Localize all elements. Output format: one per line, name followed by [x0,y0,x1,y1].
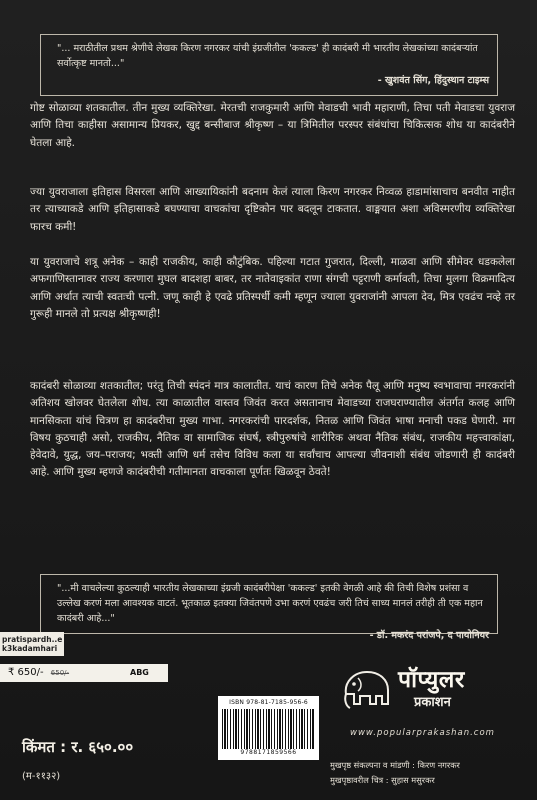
price-sticker-price: ₹ 650/- [8,667,44,678]
synopsis-paragraph-3: या युवराजाचे शत्रू अनेक – काही राजकीय, काही कौटुंबिक. पहिल्या गटात गुजरात, दिल्ली, माळवा आणि सीमेवर धडकलेला अफगाणिस्तानावर राज्य करणारा मुघल बादशहा बाबर, तर नातेवाइकांत राणा संगची पट्टराणी कर्मावती, तिचा मुलगा विक्रमादित्य आणि अर्थात त्याची स्वतःची पत्नी. जणू काही हे एवढे प्रतिस्पर्धी कमी म्हणून ज्याला युवराजांनी आपला देव, मित्र एवढंच नव्हे तर गुरूही मानले तो प्रत्यक्ष श्रीकृष्णही! [30,256,515,320]
synopsis-paragraph-2: ज्या युवराजाला इतिहास विसरला आणि आख्यायिकांनी बदनाम केलं त्याला किरण नगरकर निव्वळ हाडामांसाचाच बनवीत नाहीत तर त्याच्याकडे आणि इतिहासाकडे बघण्याचा वाचकांचा दृष्टिकोन पार बदलून टाकतात. वाङ्मयात अशा अविस्मरणीय व्यक्तिरेखा फारच कमी! [30,186,515,233]
isbn-barcode [218,696,319,760]
printed-price: किंमत : र. ६५०.०० [22,738,134,756]
barcode-icon [222,709,315,749]
review-quote-top-attribution: - खुशवंत सिंग, हिंदुस्थान टाइम्स [377,75,489,86]
review-quote-bottom [40,574,498,641]
publisher-brand: पॉप्युलर [398,667,465,693]
price-sticker-old-price: 650/- [50,669,70,677]
library-sticker-line-2: k3kadamhari [2,644,58,653]
barcode-number: 9788171859566 [240,749,297,756]
price-sticker-code: ABG [130,668,149,677]
synopsis-paragraph-1: गोष्ट सोळाव्या शतकातील. तीन मुख्य व्यक्तिरेखा. मेरतची राजकुमारी आणि मेवाडची भावी महाराणी, तिचा पती मेवाडचा युवराज आणि तिचा काहीसा असामान्य प्रियकर, खुद्द बन्सीबाज श्रीकृष्ण – या त्रिमितील परस्पर संबंधांचा चिकित्सक शोध या कादंबरीने घेतला आहे. [30,102,515,149]
price-sticker [0,664,168,682]
cover-credit-design: मुखपृष्ठ संकल्पना व मांडणी : किरण नगरकर [330,760,460,770]
synopsis-paragraph-4: कादंबरी सोळाव्या शतकातील; परंतु तिची स्पंदनं मात्र कालातीत. याचं कारण तिचे अनेक पैलू आणि मनुष्य स्वभावाचा नगरकरांनी अतिशय खोलवर घेतलेला शोध. त्या काळातील वास्तव जिवंत करत असतानाच मेवाडच्या राजघराण्यातील अंतर्गत कलह आणि मानसिकता यांचं चित्रण हा कादंबरीचा मुख्य गाभा. नगरकरांची पारदर्शक, नितळ आणि जिवंत भाषा मनाची पकड घेणारी. मग विषय कुठचाही असो, राजकीय, नैतिक वा सामाजिक संघर्ष, स्त्रीपुरुषांचे शारीरिक अथवा नैतिक संबंध, राजकीय महत्त्वाकांक्षा, हेवेदावे, युद्ध, जय–पराजय; भक्ती आणि धर्म तसेच विविध कला या सर्वांचाच आपल्या जीवनाशी संबंध जोडणारी ही कादंबरी आहे. आणि मुख्य म्हणजे कादंबरीची गतीमानता वाचकाला पूर्णतः खिळवून ठेवते! [30,380,515,479]
review-quote-bottom-text: "...मी वाचलेल्या कुठल्याही भारतीय लेखकाच्या इंग्रजी कादंबरीपेक्षा 'ककल्ड' इतकी वेगळी आहे की तिची विशेष प्रशंसा व उल्लेख करणं मला आवश्यक वाटतं. भूतकाळ इतक्या जिवंतपणे उभा करणं एवढंच जरी तिचं साध्य मानलं तरीही ती एक महान कादंबरी आहे..." [57,583,483,624]
isbn-text: ISBN 978-81-7185-956-6 [229,699,308,706]
review-quote-bottom-attribution: - डॉ. मकरंद परांजपे, द पायोनियर [369,630,489,641]
cover-credit-illustration: मुखपृष्ठावरील चित्र : सुहास मसुरकर [330,775,435,785]
elephant-icon [340,664,394,710]
catalog-code: (म-११३२) [22,771,61,782]
publisher-website: www.popularprakashan.com [350,728,495,738]
review-quote-top [40,34,498,96]
library-sticker-line-1: pratispardh..e [2,635,63,644]
library-sticker [0,632,64,656]
publisher-logo [340,660,510,718]
cover-credits [330,758,460,788]
publisher-sub: प्रकाशन [414,695,451,710]
review-quote-top-text: "... मराठीतील प्रथम श्रेणीचे लेखक किरण नगरकर यांची इंग्रजीतील 'ककल्ड' ही कादंबरी मी भारतीय लेखकांच्या कादंबऱ्यांत सर्वोत्कृष्ट मानतो..." [57,43,478,69]
